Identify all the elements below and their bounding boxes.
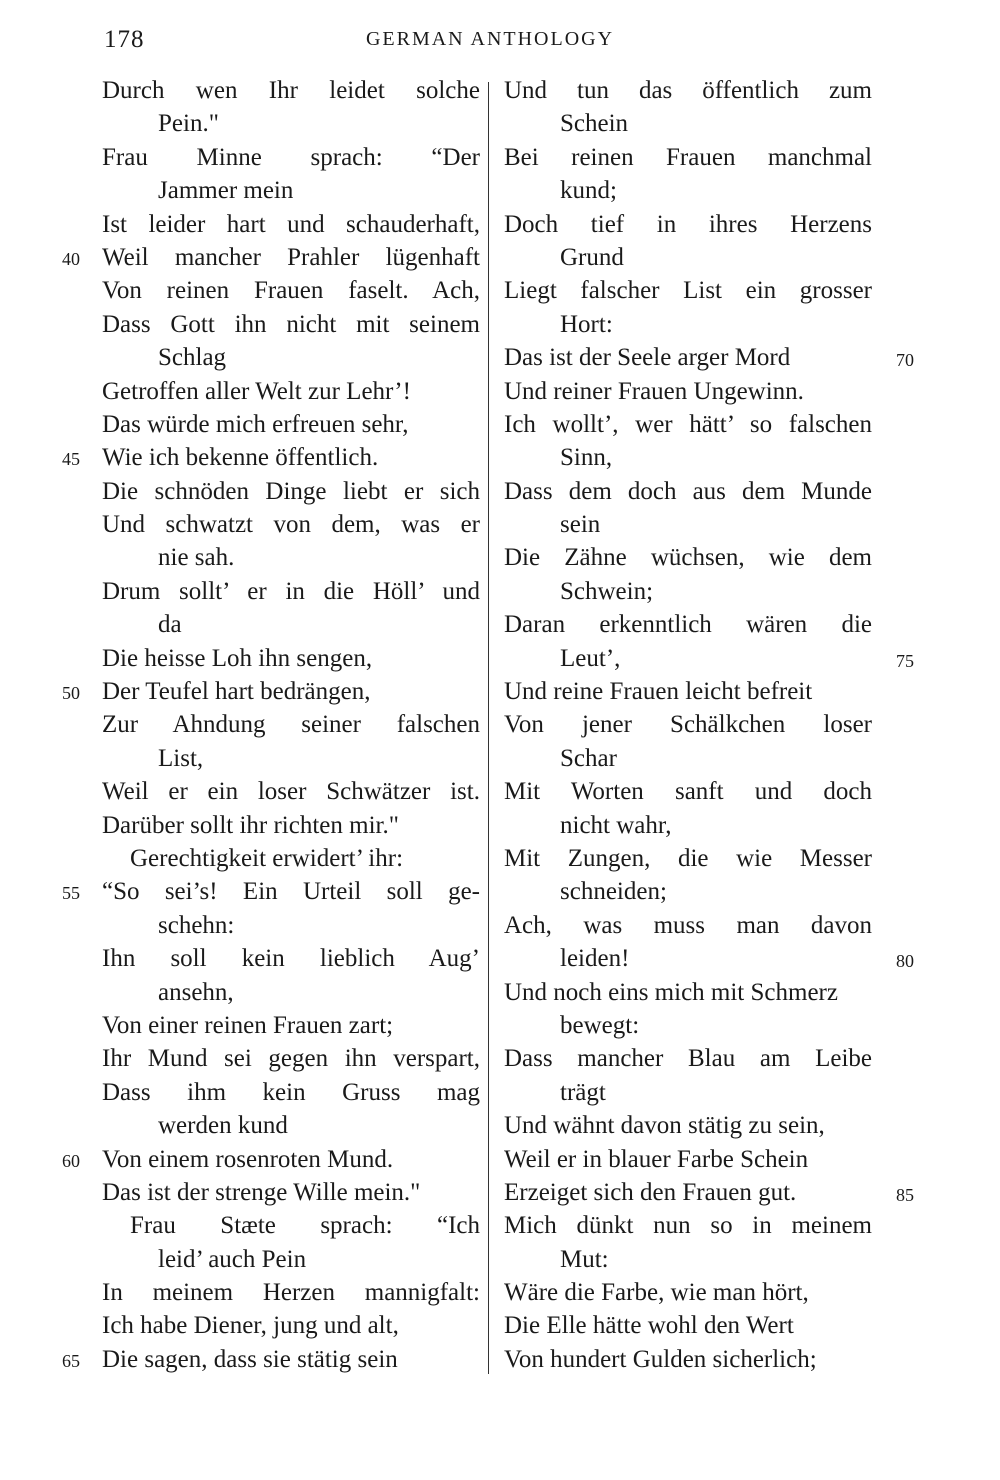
verse-text: Ihr Mund sei gegen ihn verspart, [102, 1045, 480, 1073]
verse-text: Weil er in blauer Farbe Schein [504, 1145, 809, 1173]
verse-text: Dass Gott ihn nicht mit seinem [102, 310, 480, 338]
verse-line [500, 1343, 910, 1376]
verse-text: ansehn, [158, 978, 234, 1006]
verse-text: Getroffen aller Welt zur Lehr’! [102, 377, 411, 405]
verse-text: leid’ auch Pein [158, 1245, 307, 1273]
verse-line [62, 608, 480, 641]
verse-text: Frau Minne sprach: “Der [102, 143, 480, 171]
verse-line [500, 1076, 910, 1109]
verse-text: Leut’, [560, 644, 621, 672]
verse-text: Das ist der Seele arger Mord [504, 344, 791, 372]
verse-line [62, 775, 480, 808]
verse-text: Jammer mein [158, 177, 294, 205]
right-column [500, 74, 914, 1376]
verse-text: Und tun das öffentlich zum [504, 77, 872, 104]
column-divider [488, 82, 489, 1374]
verse-text: Das würde mich erfreuen sehr, [102, 410, 409, 438]
verse-line [62, 842, 480, 875]
verse-line [500, 1309, 910, 1342]
verse-text: Dass dem doch aus dem Munde [504, 477, 872, 505]
verse-line [500, 742, 910, 775]
verse-line [62, 1143, 480, 1176]
verse-line [500, 375, 910, 408]
verse-text: nie sah. [158, 544, 235, 572]
verse-text: Ich habe Diener, jung und alt, [102, 1312, 399, 1340]
line-number: 65 [62, 1350, 80, 1371]
verse-text: Ach, was muss man davon [504, 911, 872, 939]
verse-line [500, 475, 910, 508]
verse-text: schehn: [158, 911, 235, 939]
verse-text: Dass mancher Blau am Leibe [504, 1045, 872, 1073]
verse-text: Darüber sollt ihr richten mir." [102, 811, 399, 839]
verse-text: Die Zähne wüchsen, wie dem [504, 544, 872, 572]
verse-line [500, 107, 910, 140]
line-number: 50 [62, 683, 80, 704]
line-number: 85 [896, 1184, 914, 1205]
verse-text: Ihn soll kein lieblich Aug’ [102, 945, 480, 973]
line-number: 45 [62, 449, 80, 470]
verse-line [62, 642, 480, 675]
verse-line [500, 541, 910, 574]
verse-text: schneiden; [560, 878, 667, 906]
verse-line [500, 775, 910, 808]
verse-text: Doch tief in ihres Herzens [504, 210, 872, 238]
verse-text: In meinem Herzen mannigfalt: [102, 1279, 480, 1307]
verse-text: nicht wahr, [560, 811, 672, 839]
line-number: 80 [896, 951, 914, 972]
verse-text: Ich wollt’, wer hätt’ so falschen [504, 410, 872, 438]
verse-text: Weil mancher Prahler lügenhaft [102, 243, 480, 271]
verse-text: Dass ihm kein Gruss mag [102, 1078, 480, 1106]
verse-line [62, 208, 480, 241]
verse-line [62, 141, 480, 174]
verse-line [62, 308, 480, 341]
verse-text: Weil er ein loser Schwätzer ist. [102, 778, 480, 806]
verse-text: Frau Stæte sprach: “Ich [130, 1212, 480, 1240]
line-number: 55 [62, 883, 80, 904]
verse-line [500, 1209, 910, 1242]
verse-line [62, 341, 480, 374]
verse-line [62, 1343, 480, 1376]
verse-line [62, 708, 480, 741]
verse-text: Das ist der strenge Wille mein." [102, 1178, 421, 1206]
verse-line [62, 74, 480, 107]
verse-line [62, 508, 480, 541]
verse-line [500, 575, 910, 608]
verse-text: Der Teufel hart bedrängen, [102, 678, 371, 706]
verse-text: bewegt: [560, 1011, 640, 1039]
verse-text: Zur Ahndung seiner falschen [102, 711, 480, 739]
verse-line [500, 909, 910, 942]
verse-text: List, [158, 744, 204, 772]
verse-text: werden kund [158, 1112, 288, 1140]
verse-text: Und schwatzt von dem, was er [102, 511, 480, 539]
verse-line [500, 1276, 910, 1309]
page-header [0, 22, 1000, 62]
verse-text: Pein." [158, 110, 219, 138]
verse-line [62, 742, 480, 775]
verse-line [62, 475, 480, 508]
verse-line [500, 809, 910, 842]
verse-text: Schwein; [560, 577, 654, 605]
verse-line [500, 976, 910, 1009]
verse-line [500, 408, 910, 441]
verse-line [500, 1009, 910, 1042]
verse-line [500, 308, 910, 341]
running-title: GERMAN ANTHOLOGY [365, 28, 615, 50]
verse-line [62, 575, 480, 608]
line-number: 40 [62, 248, 80, 269]
verse-line [62, 1109, 480, 1142]
verse-line [62, 1209, 480, 1242]
verse-line [62, 909, 480, 942]
verse-text: Und reine Frauen leicht befreit [504, 678, 813, 706]
verse-text: sein [560, 511, 601, 539]
verse-text: Mit Worten sanft und doch [504, 778, 872, 806]
verse-line [500, 675, 910, 708]
verse-text: Durch wen Ihr leidet solche [102, 77, 480, 104]
verse-line [62, 1009, 480, 1042]
verse-line [62, 809, 480, 842]
verse-text: Von reinen Frauen faselt. Ach, [102, 277, 480, 305]
verse-text: “So sei’s! Ein Urteil soll ge- [102, 878, 480, 906]
verse-text: Und noch eins mich mit Schmerz [504, 978, 838, 1006]
verse-text: Die Elle hätte wohl den Wert [504, 1312, 794, 1340]
verse-text: Grund [560, 243, 624, 271]
verse-text: Von einer reinen Frauen zart; [102, 1011, 394, 1039]
verse-text: Hort: [560, 310, 613, 338]
verse-line [500, 441, 910, 474]
verse-text: Schlag [158, 344, 227, 372]
verse-text: Schar [560, 744, 617, 772]
line-number: 75 [896, 650, 914, 671]
page-number: 178 [104, 26, 145, 53]
verse-text: Die heisse Loh ihn sengen, [102, 644, 373, 672]
verse-text: Drum sollt’ er in die Höll’ und [102, 577, 480, 605]
verse-line [500, 942, 914, 975]
verse-line [500, 74, 910, 107]
verse-line [500, 642, 914, 675]
verse-text: kund; [560, 177, 617, 205]
verse-line [62, 1076, 480, 1109]
verse-line [62, 1243, 480, 1276]
verse-text: leiden! [560, 945, 630, 973]
verse-text: Die schnöden Dinge liebt er sich [102, 477, 480, 505]
verse-text: Von einem rosenroten Mund. [102, 1145, 394, 1173]
verse-line [62, 375, 480, 408]
verse-line [500, 1243, 910, 1276]
verse-text: Ist leider hart und schauderhaft, [102, 210, 480, 238]
verse-line [500, 1143, 910, 1176]
verse-text: da [158, 611, 182, 639]
verse-text: Mut: [560, 1245, 609, 1273]
verse-line [62, 1276, 480, 1309]
verse-text: trägt [560, 1078, 606, 1106]
verse-text: Die sagen, dass sie stätig sein [102, 1345, 398, 1373]
verse-text: Von hundert Gulden sicherlich; [504, 1345, 817, 1373]
verse-line [62, 441, 480, 474]
verse-line [62, 274, 480, 307]
verse-text: Erzeiget sich den Frauen gut. [504, 1178, 797, 1206]
verse-line [62, 107, 480, 140]
verse-text: Von jener Schälkchen loser [504, 711, 872, 739]
verse-line [500, 1109, 910, 1142]
verse-text: Daran erkenntlich wären die [504, 611, 872, 639]
verse-line [500, 708, 910, 741]
verse-line [62, 241, 480, 274]
verse-line [62, 942, 480, 975]
verse-line [500, 341, 914, 374]
verse-line [500, 1042, 910, 1075]
verse-text: Und wähnt davon stätig zu sein, [504, 1112, 825, 1140]
verse-text: Und reiner Frauen Ungewinn. [504, 377, 804, 405]
verse-text: Bei reinen Frauen manchmal [504, 143, 872, 171]
verse-line [62, 174, 480, 207]
verse-line [62, 675, 480, 708]
verse-text: Sinn, [560, 444, 613, 472]
verse-line [500, 241, 910, 274]
verse-line [62, 541, 480, 574]
verse-line [500, 141, 910, 174]
verse-line [62, 408, 480, 441]
verse-text: Wie ich bekenne öffentlich. [102, 444, 379, 472]
verse-line [500, 174, 910, 207]
verse-text: Schein [560, 110, 629, 138]
verse-line [500, 875, 910, 908]
verse-line [500, 842, 910, 875]
verse-line [62, 875, 480, 908]
verse-line [62, 1042, 480, 1075]
verse-line [62, 976, 480, 1009]
verse-text: Wäre die Farbe, wie man hört, [504, 1279, 809, 1307]
line-number: 70 [896, 350, 914, 371]
verse-line [62, 1309, 480, 1342]
verse-line [500, 608, 910, 641]
left-column [62, 74, 480, 1376]
verse-text: Mich dünkt nun so in meinem [504, 1212, 872, 1240]
line-number: 60 [62, 1150, 80, 1171]
verse-line [500, 208, 910, 241]
verse-text: Mit Zungen, die wie Messer [504, 844, 872, 872]
verse-text: Gerechtigkeit erwidert’ ihr: [130, 844, 404, 872]
verse-line [500, 508, 910, 541]
verse-line [500, 1176, 914, 1209]
verse-text: Liegt falscher List ein grosser [504, 277, 872, 305]
verse-line [500, 274, 910, 307]
verse-line [62, 1176, 480, 1209]
